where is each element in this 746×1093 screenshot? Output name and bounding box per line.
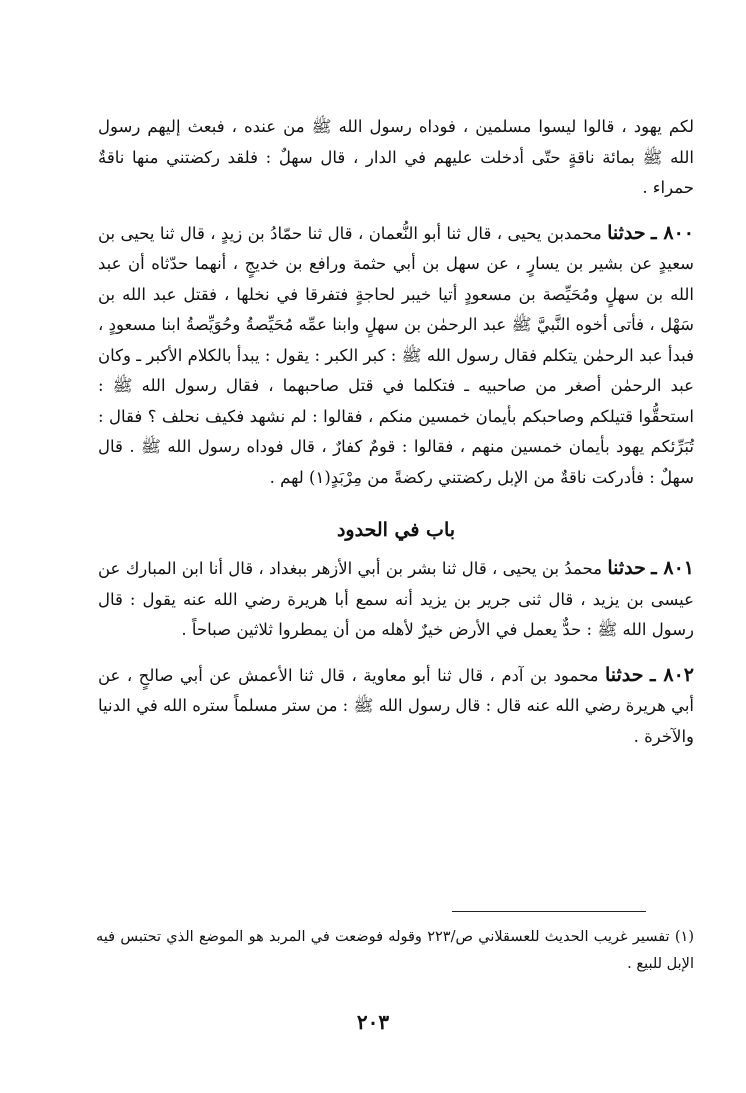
hadith-text: محمدُ بن يحيى ، قال ثنا بشر بن أبي الأزهر ببغداد ، قال أنا ابن المبارك عن عيسى بن يزيد ، قال ثنى جرير بن يزيد أنه سمع أبا هريرة رضي الله عنه يقول : قال رسول الله ﷺ : حدٌّ يعمل في الأرض خيرٌ لأهله من أن يمطروا ثلاثين صباحاً .	[98, 559, 694, 639]
hadith-801	[98, 553, 694, 646]
haddathana-label: حدثنا	[607, 221, 646, 244]
hadith-text: محمود بن آدم ، قال ثنا أبو معاوية ، قال ثنا الأعمش عن أبي صالحٍ ، عن أبي هريرة رضي الله عنه قال : قال رسول الله ﷺ : من ستر مسلماً ستره الله في الدنيا والآخرة .	[98, 665, 694, 746]
hadith-802	[98, 660, 694, 753]
page-number: ٢٠٣	[356, 1010, 390, 1034]
chapter-title: باب في الحدود	[336, 519, 456, 541]
footnote-divider	[452, 911, 646, 912]
continuation-paragraph: لكم يهود ، قالوا ليسوا مسلمين ، فوداه رسول الله ﷺ من عنده ، فبعث إليهم رسول الله ﷺ بمائة ناقةٍ حتّى أدخلت عليهم في الدار ، قال سهلٌ : فلقد ركضتني منها ناقةٌ حمراء .	[98, 117, 694, 197]
hadith-number: ٨٠١ ـ	[651, 557, 694, 579]
footnote: (١) تفسير غريب الحديث للعسقلاني ص/٢٢٣ وقوله فوضعت في المربد هو الموضع الذي تحتبس فيه الإبل للبيع .	[96, 929, 695, 972]
page-body	[98, 112, 694, 752]
haddathana-label: حدثنا	[607, 557, 646, 579]
haddathana-label: حدثنا	[604, 663, 644, 686]
hadith-800	[98, 218, 694, 494]
hadith-number: ٨٠٠ ـ	[651, 221, 694, 244]
hadith-text: محمدبن يحيى ، قال ثنا أبو النُّعمان ، قال ثنا حمّادُ بن زيدٍ ، قال ثنا يحيى بن سعيدٍ عن بشير بن يسارٍ ، عن سهل بن أبي حثمة ورافع بن خديجٍ ، أنهما حدّثاه أن عبد الله بن سهلٍ ومُحَيِّصة بن مسعودٍ أتيا خيبر لحاجةٍ فتفرقا في نخلها ، فقتل عبد الله بن سَهْل ، فأتى أخوه النَّبيَّ ﷺ عبد الرحمٰن بن سهلٍ وابنا عمِّه مُحَيِّصةُ وحُوَيِّصةُ ابنا مسعودٍ ، فبدأ عبد الرحمٰن يتكلم فقال رسول الله ﷺ : كبر الكبر : يقول : يبدأ بالكلام الأكبر ـ وكان عبد الرحمٰن أصغر من صاحبيه ـ فتكلما في قتل صاحبهما ، فقال رسول الله ﷺ : استحقُّوا قتيلكم وصاحبكم بأيمان خمسين منكم ، فقالوا : لم نشهد فكيف نحلف ؟ فقال : تُبَرِّئكم يهود بأيمان خمسين منهم ، فقالوا : قومٌ كفارٌ ، قال فوداه رسول الله ﷺ . قال سهلٌ : فأدركت ناقةٌ من الإبل ركضتني ركضةً من مِرْبَدٍ(١) لهم .	[98, 223, 694, 487]
hadith-number: ٨٠٢ ـ	[649, 663, 694, 686]
